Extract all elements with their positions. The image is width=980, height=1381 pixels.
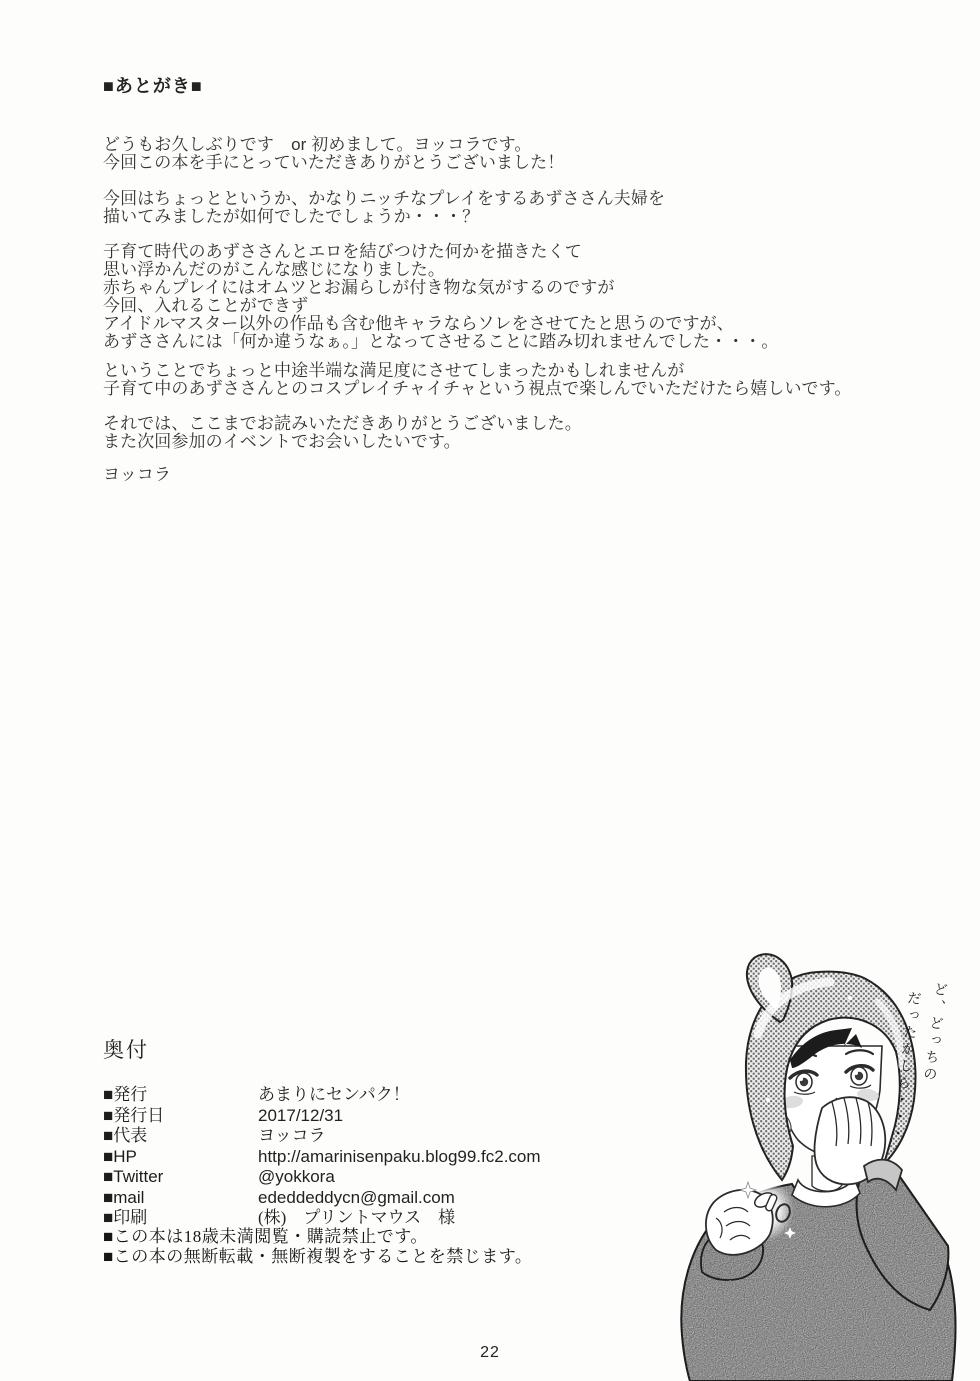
- colophon-row-twitter: [103, 1167, 541, 1188]
- colophon-value: (株) プリントマウス 様: [258, 1208, 456, 1227]
- colophon-label: ■発行: [103, 1085, 148, 1104]
- afterword-line: 描いてみましたが如何でしたでしょうか・・・？: [103, 207, 480, 226]
- colophon-homepage-url: http://amarinisenpaku.blog99.fc2.com: [258, 1146, 541, 1166]
- afterword-line: あずささんには「何か違うなぁ。」となってさせることに踏み切れませんでした・・・。: [103, 332, 779, 351]
- colophon-value: 2017/12/31: [258, 1105, 344, 1125]
- colophon-row-representative: [103, 1126, 541, 1147]
- colophon-table: [103, 1085, 541, 1229]
- afterword-line: どうもお久しぶりです or 初めまして。ヨッコラです。: [103, 135, 532, 154]
- afterword-heading: ■あとがき■: [103, 76, 203, 96]
- afterword-line: 思い浮かんだのがこんな感じになりました。: [103, 260, 445, 279]
- afterword-paragraph: [103, 362, 852, 398]
- afterword-line: ということでちょっと中途半端な満足度にさせてしまったかもしれませんが: [103, 361, 685, 380]
- colophon-label: ■mail: [103, 1187, 145, 1207]
- colophon-mail-address: ededdeddycn@gmail.com: [258, 1187, 455, 1207]
- page-number: 22: [480, 1344, 500, 1361]
- colophon-label: ■Twitter: [103, 1167, 164, 1186]
- afterword-line: 今回この本を手にとっていただきありがとうございました！: [103, 153, 565, 172]
- handwritten-note-line: ど、どっちの: [921, 981, 950, 1085]
- afterword-line: アイドルマスター以外の作品も含む他キャラならソレをさせてたと思うのですが、: [103, 314, 734, 333]
- afterword-line: 今回はちょっとというか、かなりニッチなプレイをするあずささん夫婦を: [103, 189, 666, 208]
- colophon-value: ヨッコラ: [258, 1126, 326, 1145]
- afterword-line: 今回、入れることができず: [103, 296, 309, 315]
- afterword-line: 子育て中のあずささんとのコスプレイチャイチャという視点で楽しんでいただけたら嬉しいです。: [103, 379, 852, 398]
- notice-line: ■この本は18歳未満閲覧・購読禁止です。: [103, 1227, 428, 1246]
- colophon-row-printer: [103, 1208, 541, 1229]
- afterword-paragraph: [103, 243, 779, 351]
- colophon-twitter-handle: @yokkora: [258, 1167, 335, 1186]
- afterword-line: 子育て時代のあずささんとエロを結びつけた何かを描きたくて: [103, 242, 582, 261]
- afterword-line: 赤ちゃんプレイにはオムツとお漏らしが付き物な気がするのですが: [103, 278, 615, 297]
- colophon-label: ■HP: [103, 1146, 137, 1166]
- colophon-label: ■代表: [103, 1126, 148, 1145]
- afterword-line: また次回参加のイベントでお会いしたいです。: [103, 432, 461, 451]
- colophon-row-publisher: [103, 1085, 541, 1106]
- afterword-paragraph: [103, 190, 665, 226]
- colophon-label: ■印刷: [103, 1208, 148, 1227]
- legal-notices: [103, 1227, 532, 1266]
- colophon-label: ■発行日: [103, 1105, 165, 1125]
- colophon-row-mail: [103, 1188, 541, 1209]
- handwritten-note-line: だったかしら・・・: [888, 990, 924, 1144]
- colophon-row-publish-date: [103, 1106, 541, 1127]
- colophon-heading: 奥付: [103, 1039, 149, 1062]
- character-illustration: [640, 950, 980, 1381]
- afterword-paragraph: [103, 136, 564, 172]
- colophon-row-homepage: [103, 1147, 541, 1168]
- author-signature: ヨッコラ: [103, 465, 172, 484]
- colophon-value: あまりにセンパク！: [258, 1085, 410, 1104]
- afterword-line: それでは、ここまでお読みいただきありがとうございました。: [103, 414, 582, 433]
- notice-line: ■この本の無断転載・無断複製をすることを禁じます。: [103, 1246, 533, 1266]
- afterword-paragraph: [103, 415, 582, 451]
